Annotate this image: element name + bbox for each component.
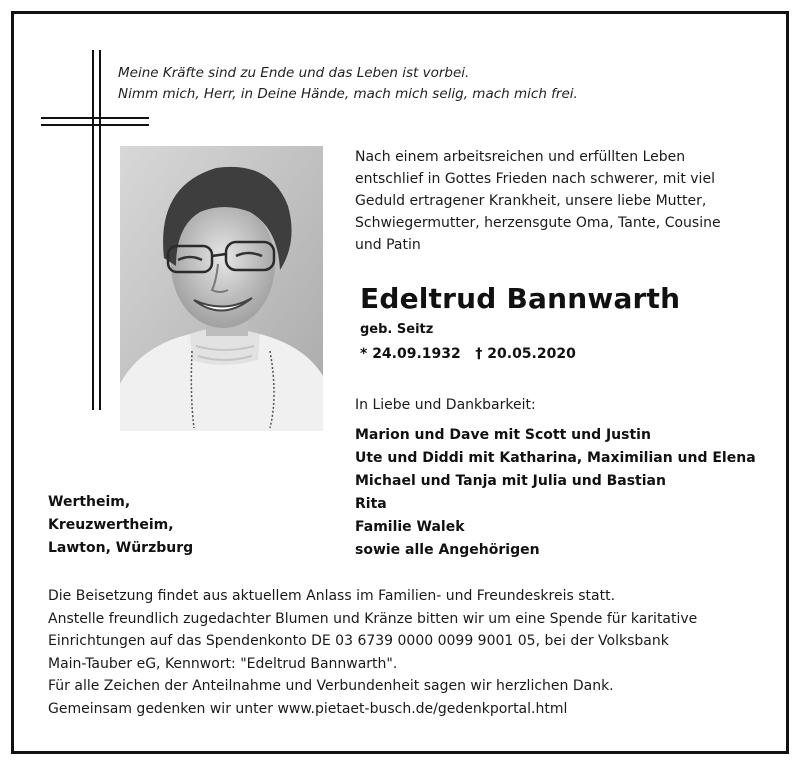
portrait-photo (120, 146, 323, 431)
place-line: Wertheim, (48, 494, 131, 510)
mourners-intro: In Liebe und Dankbarkeit: (355, 397, 536, 413)
footer-line: Anstelle freundlich zugedachter Blumen und Kränze bitten wir um eine Spende für karitative (48, 610, 698, 627)
deceased-name: Edeltrud Bannwarth (360, 282, 681, 315)
verse (118, 63, 578, 105)
intro-line: Geduld ertragener Krankheit, unsere liebe Mutter, (355, 193, 707, 209)
verse-line: Meine Kräfte sind zu Ende und das Leben ist vorbei. (118, 65, 470, 81)
cross-icon-horizontal-top (41, 117, 149, 119)
intro-line: und Patin (355, 237, 421, 253)
death-date: † 20.05.2020 (475, 346, 576, 362)
intro-text (355, 146, 760, 256)
footer-line: Einrichtungen auf das Spendenkonto DE 03 6739 0000 0099 9001 05, bei der Volksbank (48, 633, 669, 649)
mourners-list (355, 424, 756, 562)
footer-line: Für alle Zeichen der Anteilnahme und Verbundenheit sagen wir herzlichen Dank. (48, 678, 614, 694)
intro-line: entschlief in Gottes Frieden nach schwerer, mit viel (355, 171, 715, 187)
footer-line: Main-Tauber eG, Kennwort: "Edeltrud Bannwarth". (48, 655, 398, 672)
place-line: Kreuzwertheim, (48, 517, 174, 533)
intro-line: Schwiegermutter, herzensgute Oma, Tante, Cousine (355, 215, 721, 231)
mourner-line: sowie alle Angehörigen (355, 542, 540, 558)
mourner-line: Marion und Dave mit Scott und Justin (355, 427, 651, 443)
intro-line: Nach einem arbeitsreichen und erfüllten Leben (355, 149, 686, 165)
cross-icon-horizontal-bottom (41, 124, 149, 126)
birth-name: geb. Seitz (360, 322, 434, 337)
place-line: Lawton, Würzburg (48, 540, 194, 556)
places (48, 491, 193, 560)
cross-icon-vertical-right (99, 50, 101, 410)
life-dates (360, 346, 576, 362)
mourner-line: Rita (355, 496, 387, 512)
verse-line: Nimm mich, Herr, in Deine Hände, mach mich selig, mach mich frei. (118, 86, 578, 102)
mourner-line: Familie Walek (355, 519, 465, 535)
birth-date: * 24.09.1932 (360, 346, 461, 362)
mourner-line: Ute und Diddi mit Katharina, Maximilian und Elena (355, 450, 756, 466)
cross-icon-vertical-left (92, 50, 94, 410)
footer-line: Gemeinsam gedenken wir unter www.pietaet-busch.de/gedenkportal.html (48, 700, 568, 717)
footer-line: Die Beisetzung findet aus aktuellem Anlass im Familien- und Freundeskreis statt. (48, 588, 616, 604)
footer-notice (48, 585, 768, 720)
mourner-line: Michael und Tanja mit Julia und Bastian (355, 473, 666, 489)
